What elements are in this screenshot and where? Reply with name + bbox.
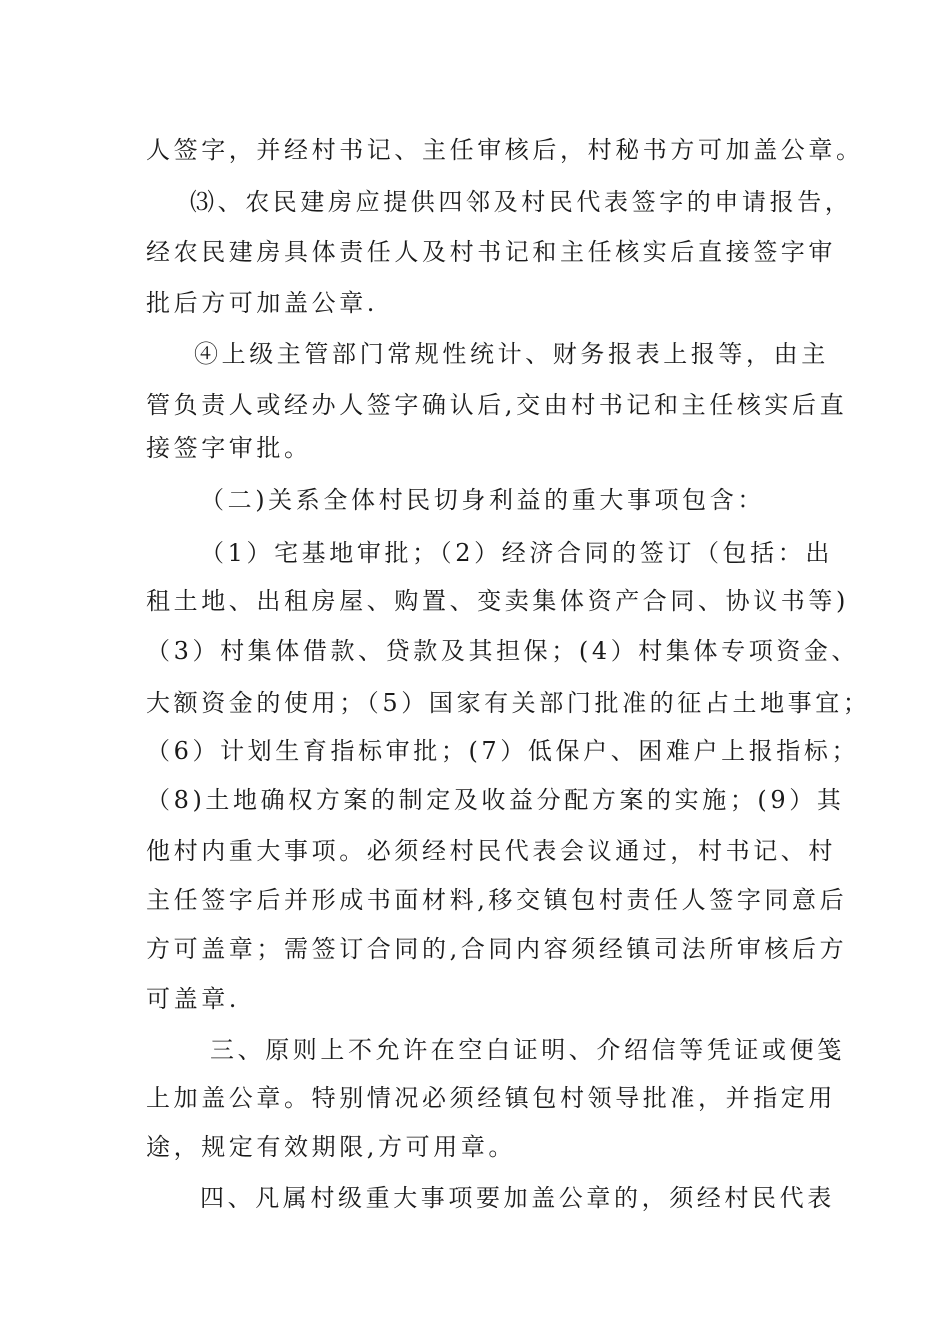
text-line: 可盖章. bbox=[146, 985, 241, 1013]
text-line: ⑶、农民建房应提供四邻及村民代表签字的申请报告， bbox=[190, 188, 853, 216]
text-line: （3）村集体借款、贷款及其担保；(4）村集体专项资金、 bbox=[146, 637, 860, 665]
text-line: 人签字，并经村书记、主任审核后，村秘书方可加盖公章。 bbox=[146, 136, 864, 164]
text-line: 上加盖公章。特别情况必须经镇包村领导批准，并指定用 bbox=[146, 1084, 836, 1112]
text-line: 大额资金的使用；（5）国家有关部门批准的征占土地事宜； bbox=[146, 689, 871, 717]
text-line: 途，规定有效期限,方可用章。 bbox=[146, 1133, 517, 1161]
text-line: （8)土地确权方案的制定及收益分配方案的实施；(9）其 bbox=[146, 786, 845, 814]
text-line: ④上级主管部门常规性统计、财务报表上报等，由主 bbox=[194, 340, 829, 368]
text-line: 接签字审批。 bbox=[146, 434, 312, 462]
text-line: 管负责人或经办人签字确认后,交由村书记和主任核实后直 bbox=[146, 391, 848, 419]
text-line: 批后方可加盖公章. bbox=[146, 289, 379, 317]
text-line: 经农民建房具体责任人及村书记和主任核实后直接签字审 bbox=[146, 238, 836, 266]
text-line: 租土地、出租房屋、购置、变卖集体资产合同、协议书等) bbox=[146, 587, 849, 615]
text-line: （6）计划生育指标审批；(7）低保户、困难户上报指标； bbox=[146, 737, 860, 765]
text-line: 他村内重大事项。必须经村民代表会议通过，村书记、村 bbox=[146, 837, 836, 865]
section-heading: 三、原则上不允许在空白证明、介绍信等凭证或便笺 bbox=[210, 1036, 845, 1064]
text-line: 方可盖章；需签订合同的,合同内容须经镇司法所审核后方 bbox=[146, 935, 848, 963]
text-line: 主任签字后并形成书面材料,移交镇包村责任人签字同意后 bbox=[146, 886, 848, 914]
text-line: （1）宅基地审批；（2）经济合同的签订（包括：出 bbox=[200, 539, 833, 567]
section-heading: （二)关系全体村民切身利益的重大事项包含： bbox=[200, 486, 765, 514]
section-heading: 四、凡属村级重大事项要加盖公章的，须经村民代表 bbox=[200, 1184, 835, 1212]
